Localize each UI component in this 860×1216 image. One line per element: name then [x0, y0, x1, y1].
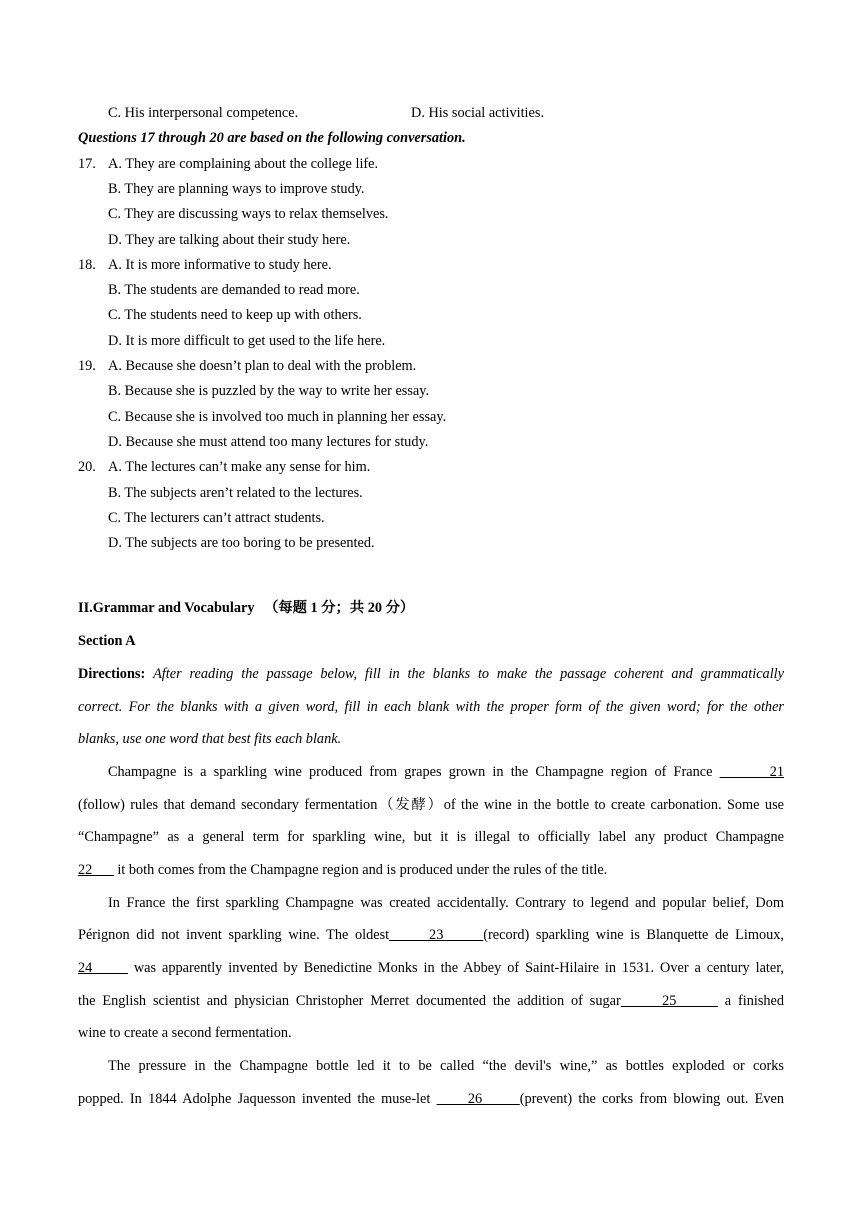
- question-number-20: 20.: [78, 459, 96, 475]
- passage-p2-line-3: [78, 959, 784, 977]
- passage-p3-line-1: The pressure in the Champagne bottle led it to be called “the devil's wine,” as bottles exploded or corks: [108, 1058, 784, 1074]
- passage-text: a finished: [724, 993, 785, 1009]
- passage-text: the English scientist and physician Christopher Merret documented the addition of sugar: [78, 993, 621, 1009]
- directions-line-2: correct. For the blanks with a given word, fill in each blank with the proper form of the given word; for the other: [78, 699, 784, 715]
- conversation-heading: Questions 17 through 20 are based on the following conversation.: [78, 130, 466, 146]
- part-score: （每题 1 分；共 20 分）: [264, 600, 415, 616]
- part-title: II.Grammar and Vocabulary: [78, 600, 255, 616]
- q18-option-c: C. The students need to keep up with others.: [108, 307, 362, 323]
- passage-text: was apparently invented by Benedictine Monks in the Abbey of Saint-Hilaire in 1531. Over a century later,: [133, 960, 784, 976]
- passage-text: (prevent) the corks from blowing out. Even: [519, 1091, 784, 1107]
- q20-option-a: A. The lectures can’t make any sense for him.: [108, 459, 371, 475]
- q19-option-a: A. Because she doesn’t plan to deal with the problem.: [108, 358, 417, 374]
- passage-p1-line-1: [108, 763, 784, 781]
- blank-25: 25: [620, 993, 718, 1009]
- blank-24: 24: [78, 960, 128, 976]
- q19-option-b: B. Because she is puzzled by the way to write her essay.: [108, 383, 430, 399]
- passage-text: Champagne is a sparkling wine produced from grapes grown in the Champagne region of France: [108, 764, 713, 780]
- q16-option-d: D. His social activities.: [411, 105, 545, 121]
- q17-option-a: A. They are complaining about the college life.: [108, 156, 379, 172]
- passage-text: Pérignon did not invent sparkling wine. The oldest: [78, 927, 390, 943]
- q19-option-d: D. Because she must attend too many lectures for study.: [108, 434, 429, 450]
- q16-option-c: C. His interpersonal competence.: [108, 105, 299, 121]
- q17-option-b: B. They are planning ways to improve study.: [108, 181, 365, 197]
- blank-26: 26: [436, 1091, 520, 1107]
- question-number-17: 17.: [78, 156, 96, 172]
- q18-option-d: D. It is more difficult to get used to the life here.: [108, 333, 386, 349]
- passage-text: popped. In 1844 Adolphe Jaquesson invented the muse-let: [78, 1091, 437, 1107]
- passage-p2-line-2: [78, 926, 784, 944]
- directions-line-3: blanks, use one word that best fits each blank.: [78, 731, 342, 747]
- passage-text: it both comes from the Champagne region and is produced under the rules of the title.: [113, 862, 608, 878]
- passage-p1-line-2: (follow) rules that demand secondary fermentation（发酵）of the wine in the bottle to create carbonation. Some use: [78, 797, 784, 813]
- passage-p1-line-3: “Champagne” as a general term for sparkling wine, but it is illegal to officially label any product Champagne: [78, 829, 784, 845]
- passage-text: (record) sparkling wine is Blanquette de Limoux,: [483, 927, 784, 943]
- q19-option-c: C. Because she is involved too much in planning her essay.: [108, 409, 447, 425]
- q20-option-c: C. The lecturers can’t attract students.: [108, 510, 325, 526]
- question-number-19: 19.: [78, 358, 96, 374]
- q18-option-b: B. The students are demanded to read more.: [108, 282, 360, 298]
- q20-option-b: B. The subjects aren’t related to the lectures.: [108, 485, 363, 501]
- passage-p2-line-4: [78, 992, 784, 1010]
- directions-label: Directions:: [78, 666, 146, 682]
- part-heading: [78, 599, 414, 617]
- blank-23: 23: [389, 927, 484, 943]
- passage-p2-line-5: wine to create a second fermentation.: [78, 1025, 292, 1041]
- passage-p3-line-2: [78, 1090, 784, 1108]
- q18-option-a: A. It is more informative to study here.: [108, 257, 332, 273]
- blank-22: 22: [78, 862, 114, 878]
- question-number-18: 18.: [78, 257, 96, 273]
- passage-p2-line-1: In France the first sparkling Champagne was created accidentally. Contrary to legend and popular belief, Dom: [108, 895, 784, 911]
- q17-option-c: C. They are discussing ways to relax themselves.: [108, 206, 389, 222]
- blank-21: 21: [719, 764, 784, 780]
- directions-line-1: [78, 665, 784, 683]
- q20-option-d: D. The subjects are too boring to be presented.: [108, 535, 375, 551]
- directions-text-1: After reading the passage below, fill in the blanks to make the passage coherent and grammatically: [153, 666, 784, 682]
- passage-p1-line-4: [78, 861, 607, 879]
- section-title: Section A: [78, 633, 136, 649]
- q17-option-d: D. They are talking about their study here.: [108, 232, 351, 248]
